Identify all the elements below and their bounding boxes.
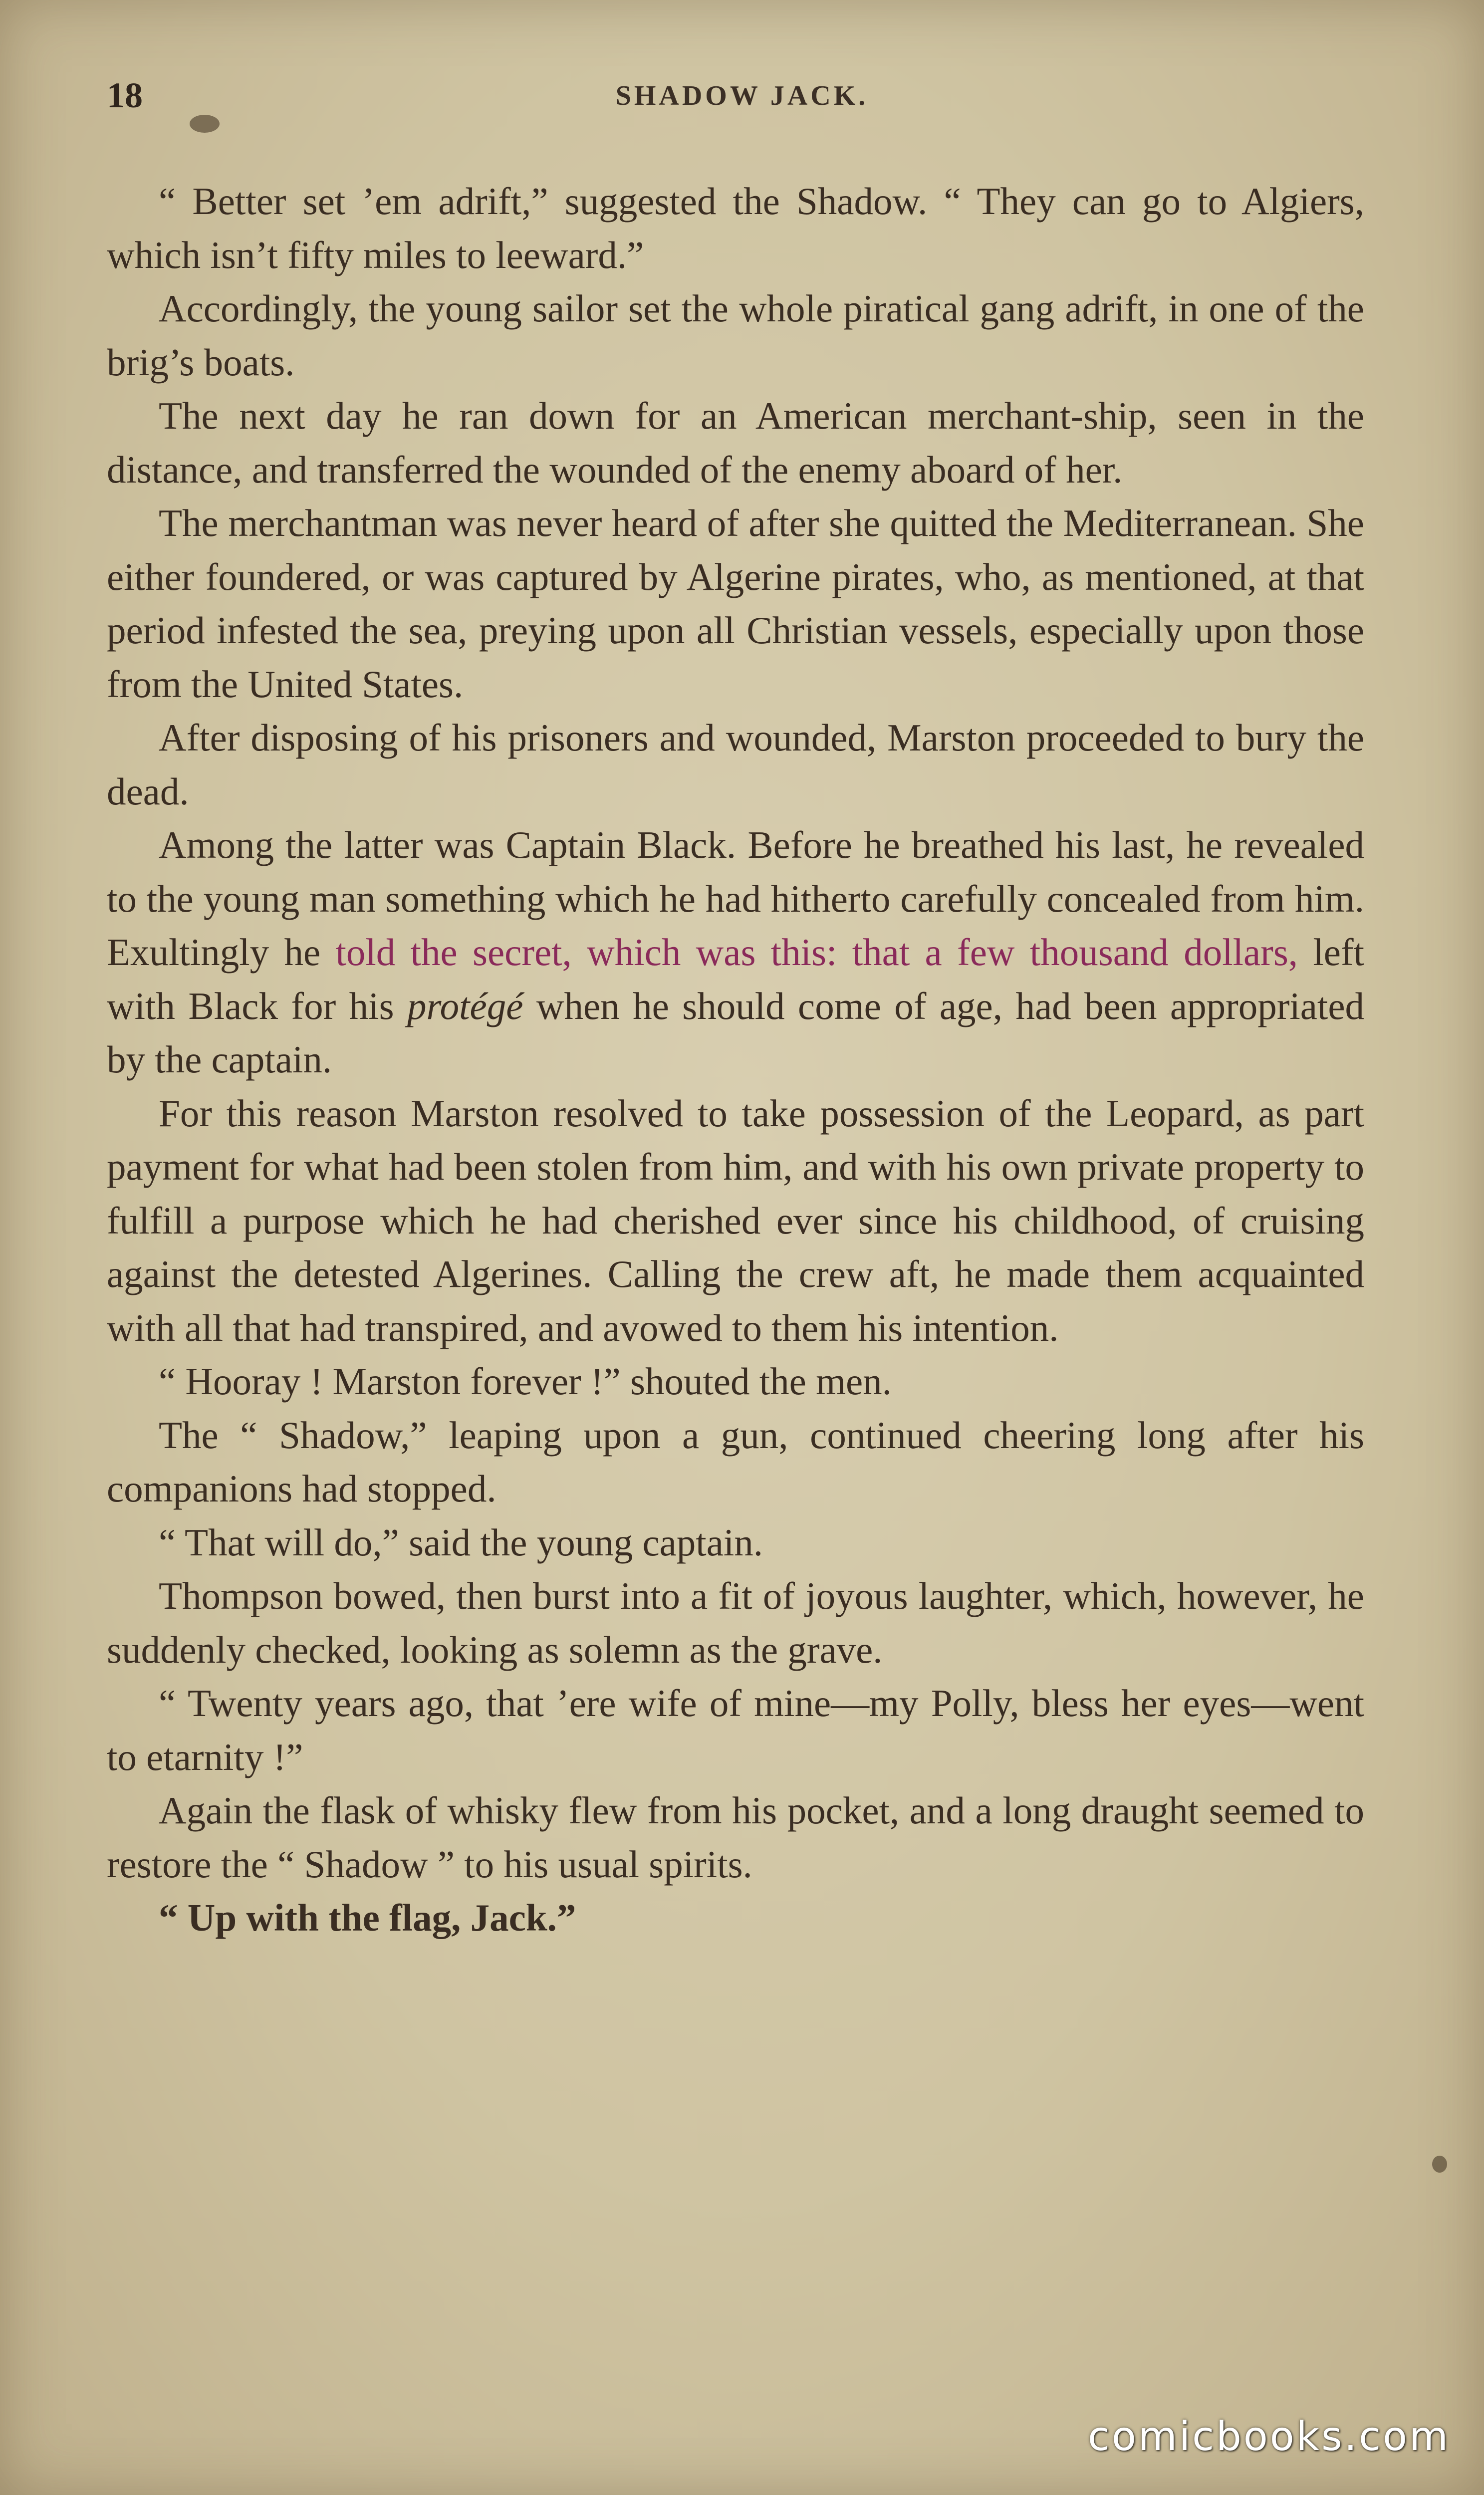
ink-stain-right <box>1432 2156 1447 2173</box>
page-number: 18 <box>107 75 143 115</box>
body-text <box>107 175 1364 1945</box>
italic-word: protégé <box>407 984 523 1027</box>
paragraph: The “ Shadow,” leaping upon a gun, continued cheering long after his companions had stopped. <box>107 1413 1364 1510</box>
paragraph: Thompson bowed, then burst into a fit of joyous laughter, which, however, he suddenly checked, looking as solemn as the grave. <box>107 1574 1364 1671</box>
text-run: when he should come of age, had been appropriated by the captain. <box>107 984 1365 1081</box>
paragraph: The merchantman was never heard of after she quitted the Mediterranean. She either foundered, or was captured by Algerine pirates, who, as mentioned, at that period infested the sea, preying upon all Christian vessels, especially upon those from the United States. <box>107 501 1364 706</box>
paragraph: Again the flask of whisky flew from his pocket, and a long draught seemed to restore the “ Shadow ” to his usual spirits. <box>107 1789 1364 1886</box>
watermark-text: comicbooks.com <box>1088 2413 1451 2460</box>
paragraph: “ Better set ’em adrift,” suggested the Shadow. “ They can go to Algiers, which isn’t fifty miles to leeward.” <box>107 180 1364 276</box>
paragraph: “ That will do,” said the young captain. <box>159 1520 763 1564</box>
pink-ink-text-run: told the secret, which was this: that a few thousand dollars, <box>335 931 1298 974</box>
paragraph: Accordingly, the young sailor set the whole piratical gang adrift, in one of the brig’s boats. <box>107 287 1364 384</box>
paragraph-closing-line: “ Up with the flag, Jack.” <box>159 1896 576 1939</box>
paragraph: “ Twenty years ago, that ’ere wife of mine—my Polly, bless her eyes—went to etarnity !” <box>107 1682 1364 1778</box>
paragraph-captain-black <box>107 818 1364 1087</box>
ink-stain-top <box>190 115 220 133</box>
paragraph: For this reason Marston resolved to take possession of the Leopard, as part payment for what had been stolen from him, and with his own private property to fulfill a purpose which he had cherished ever since his childhood, of cruising against the detested Algerines. Calling the crew aft, he made them acquainted with all that had transpired, and avowed to them his intention. <box>107 1091 1364 1349</box>
paragraph: After disposing of his prisoners and wounded, Marston proceeded to bury the dead. <box>107 716 1364 813</box>
text-run: left with Black for his <box>107 931 1364 1027</box>
paragraph: The next day he ran down for an American merchant-ship, seen in the distance, and transferred the wounded of the enemy aboard of her. <box>107 394 1364 491</box>
text-run: Among the latter was Captain Black. Before he breathed his last, he revealed to the young man something which he had hitherto carefully concealed from him. Exultingly he <box>107 823 1364 974</box>
running-title: SHADOW JACK. <box>615 80 869 111</box>
paragraph: “ Hooray ! Marston forever !” shouted the men. <box>159 1360 892 1403</box>
